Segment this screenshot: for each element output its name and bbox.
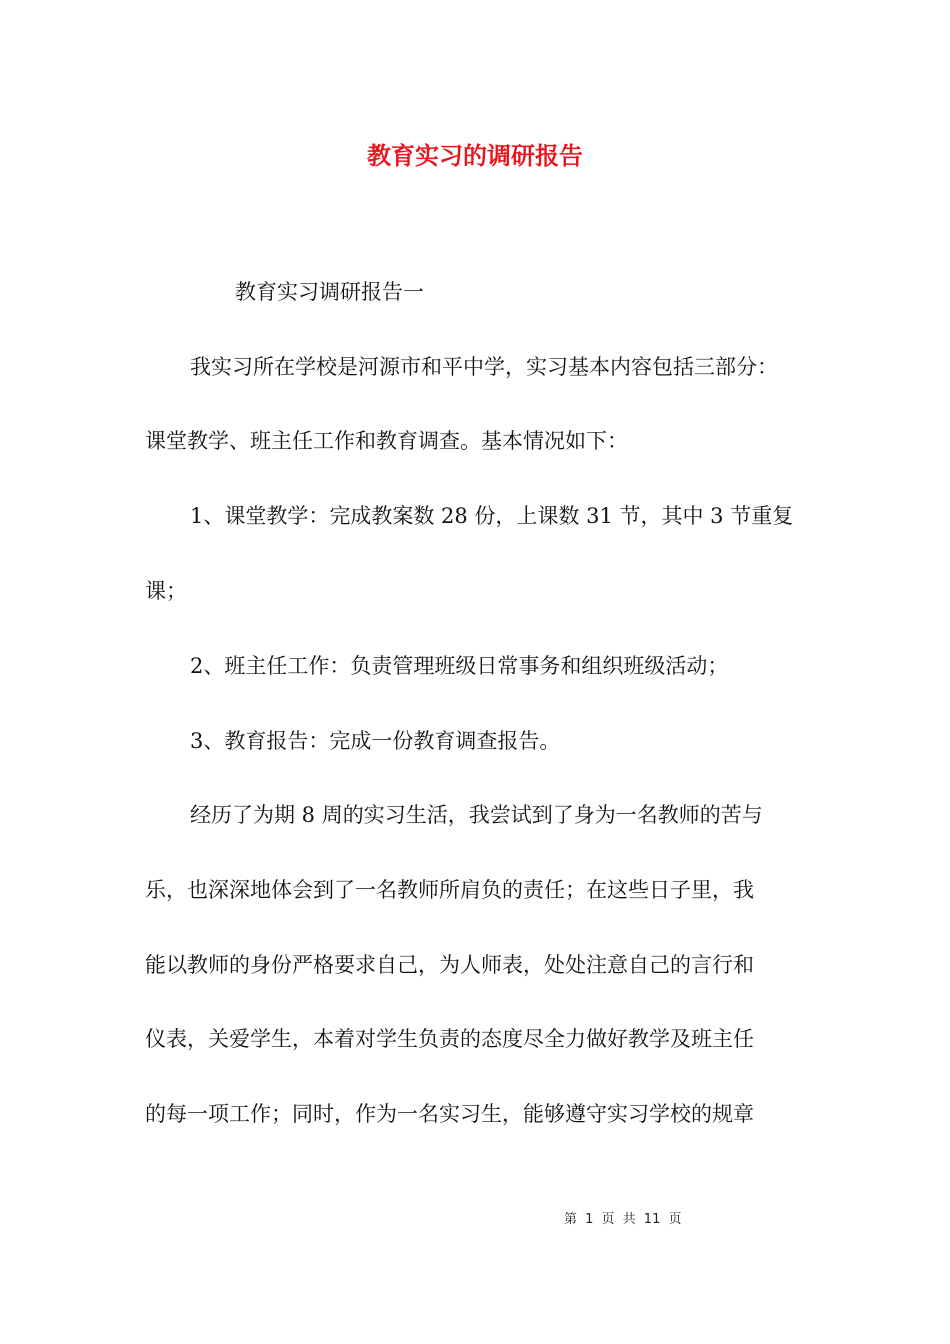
paragraph-line: 的每一项工作；同时，作为一名实习生，能够遵守实习学校的规章 xyxy=(145,1102,754,1126)
document-title: 教育实习的调研报告 xyxy=(367,142,583,170)
paragraph-line: 课堂教学、班主任工作和教育调查。基本情况如下： xyxy=(145,429,628,453)
paragraph-line: 1、课堂教学：完成教案数 28 份，上课数 31 节，其中 3 节重复 xyxy=(190,504,794,528)
paragraph-line: 2、班主任工作：负责管理班级日常事务和组织班级活动； xyxy=(190,654,729,678)
paragraph-line: 课； xyxy=(145,579,187,603)
paragraph-line: 乐，也深深地体会到了一名教师所肩负的责任；在这些日子里，我 xyxy=(145,878,754,902)
paragraph-line: 经历了为期 8 周的实习生活，我尝试到了身为一名教师的苦与 xyxy=(190,803,763,827)
paragraph-line: 我实习所在学校是河源市和平中学，实习基本内容包括三部分： xyxy=(190,355,778,379)
paragraph-line: 仪表，关爱学生，本着对学生负责的态度尽全力做好教学及班主任 xyxy=(145,1027,754,1051)
paragraph-line: 3、教育报告：完成一份教育调查报告。 xyxy=(190,729,561,753)
section-heading: 教育实习调研报告一 xyxy=(235,280,424,304)
page-footer: 第 1 页 共 11 页 xyxy=(564,1212,682,1227)
paragraph-line: 能以教师的身份严格要求自己，为人师表，处处注意自己的言行和 xyxy=(145,953,754,977)
